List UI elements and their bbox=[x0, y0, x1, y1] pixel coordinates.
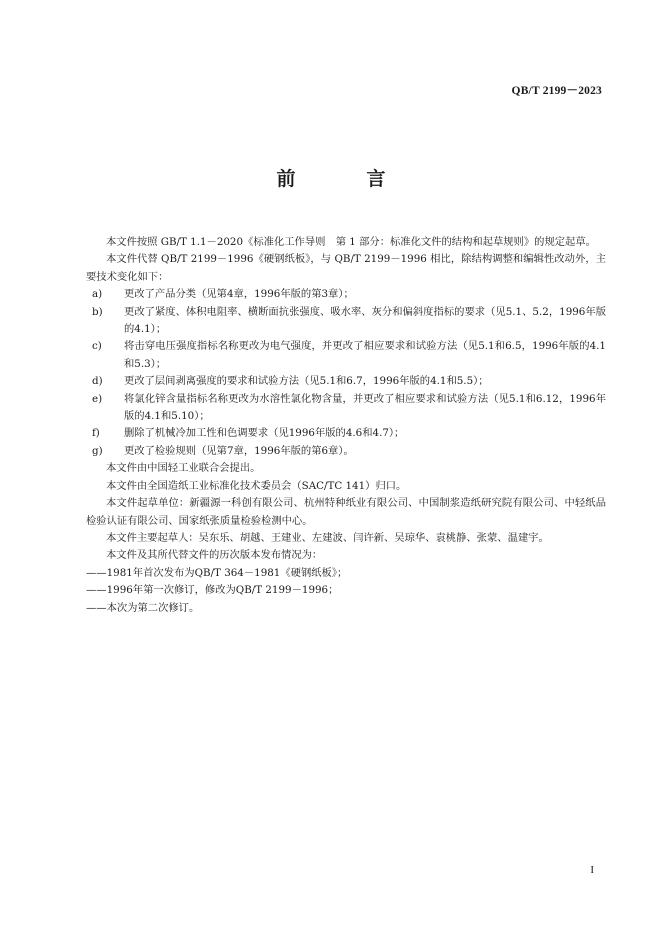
standard-code: QB/T 2199－2023 bbox=[511, 85, 602, 97]
list-text: 更改了检验规则（见第7章，1996年版的第6章）。 bbox=[124, 444, 354, 457]
list-text: 更改了紧度、体积电阻率、横断面抗张强度、吸水率、灰分和偏斜度指标的要求（见5.1、5.2，1996年版的4.1）； bbox=[124, 305, 606, 336]
list-marker: c) bbox=[92, 340, 102, 353]
history-item: ——本次为第二次修订。 bbox=[86, 601, 200, 614]
list-marker: e) bbox=[92, 392, 103, 405]
list-marker: d) bbox=[92, 375, 103, 388]
change-item bbox=[86, 373, 606, 390]
change-item bbox=[86, 425, 606, 442]
list-marker: b) bbox=[92, 305, 103, 318]
change-item bbox=[86, 304, 606, 339]
list-text: 将击穿电压强度指标名称更改为电气强度，并更改了相应要求和试验方法（见5.1和6.5，1996年版的4.1和5.3）； bbox=[124, 340, 606, 370]
intro-paragraph: 本文件代替 QB/T 2199－1996《硬钢纸板》，与 QB/T 2199－1996 相比，除结构调整和编辑性改动外，主要技术变化如下： bbox=[86, 253, 606, 283]
foreword-body bbox=[86, 234, 606, 617]
statement-paragraph: 本文件起草单位：新疆源一科创有限公司、杭州特种纸业有限公司、中国制浆造纸研究院有限公司、中轻纸品检验认证有限公司、国家纸张质量检验检测中心。 bbox=[86, 497, 606, 527]
list-text: 删除了机械冷加工性和色调要求（见1996年版的4.6和4.7）； bbox=[124, 427, 405, 440]
statement-paragraph: 本文件由中国轻工业联合会提出。 bbox=[106, 462, 261, 475]
change-item bbox=[86, 286, 606, 303]
page-number: I bbox=[590, 864, 594, 876]
intro-paragraph: 本文件按照 GB/T 1.1－2020《标准化工作导则 第 1 部分：标准化文件的结构和起草规则》的规定起草。 bbox=[106, 236, 596, 248]
change-item bbox=[86, 391, 606, 426]
list-marker: f) bbox=[92, 427, 100, 440]
list-marker: g) bbox=[92, 444, 103, 457]
history-item: ——1981年首次发布为QB/T 364－1981《硬钢纸板》； bbox=[86, 566, 348, 579]
list-text: 更改了产品分类（见第4章，1996年版的第3章）； bbox=[124, 288, 354, 301]
statement-paragraph: 本文件及其所代替文件的历次版本发布情况为： bbox=[106, 549, 323, 562]
change-item bbox=[86, 338, 606, 373]
change-item bbox=[86, 443, 606, 460]
history-item: ——1996年第一次修订，修改为QB/T 2199－1996； bbox=[86, 584, 339, 597]
page-title: 前 言 bbox=[276, 168, 412, 190]
list-text: 将氯化锌含量指标名称更改为水溶性氯化物含量，并更改了相应要求和试验方法（见5.1和6.12，1996年版的4.1和5.10）； bbox=[124, 392, 606, 423]
list-marker: a) bbox=[92, 288, 103, 301]
statement-paragraph: 本文件由全国造纸工业标准化技术委员会（SAC/TC 141）归口。 bbox=[106, 479, 407, 492]
list-text: 更改了层间剥离强度的要求和试验方法（见5.1和6.7，1996年版的4.1和5.5）； bbox=[124, 375, 489, 388]
statement-paragraph: 本文件主要起草人：吴东乐、胡越、王建业、左建波、闫许新、吴琼华、袁桃静、张蒙、温建宇。 bbox=[106, 531, 549, 544]
